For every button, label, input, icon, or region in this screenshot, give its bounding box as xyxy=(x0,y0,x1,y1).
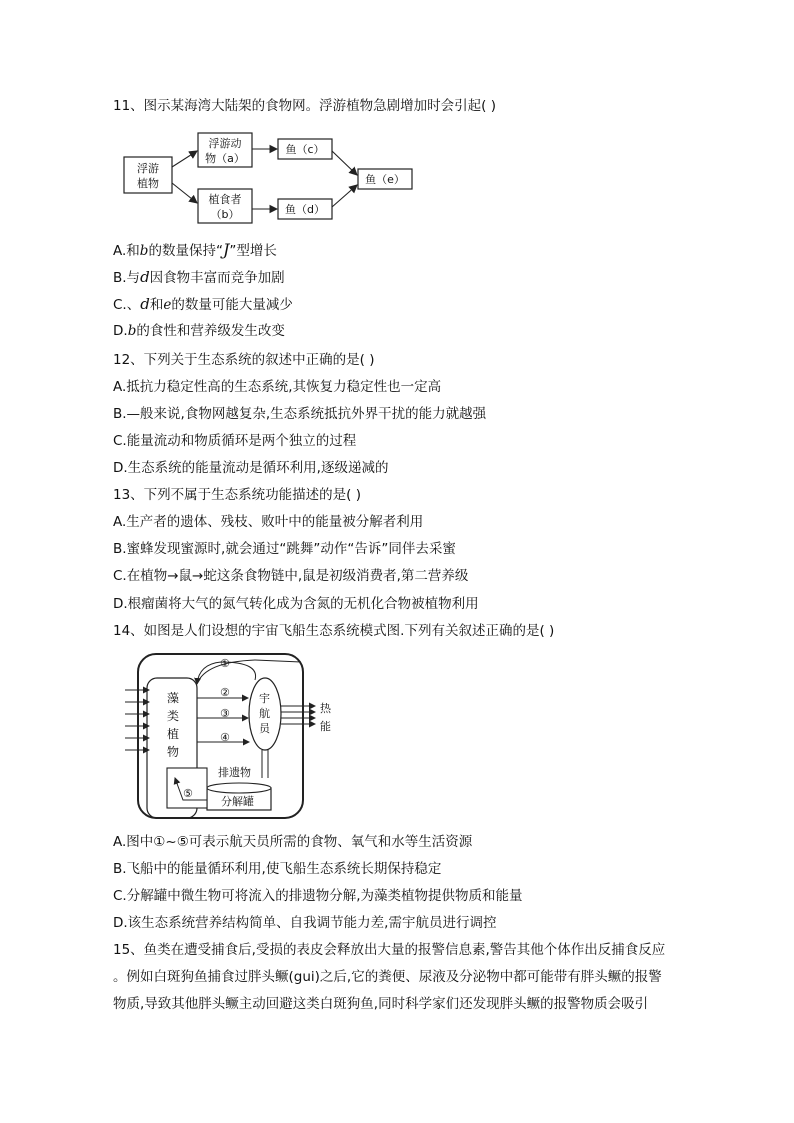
label-herbivore-2: （b） xyxy=(210,208,240,221)
q13-stem: 13、下列不属于生态系统功能描述的是( ) xyxy=(113,487,362,503)
label-astronaut-1: 宇 xyxy=(259,692,270,705)
label-algae-2: 类 xyxy=(167,709,180,723)
q11-option-a: A.和b的数量保持“J”型增长 xyxy=(113,240,277,259)
label-circle-3: ③ xyxy=(220,707,230,720)
label-plankton-animal-2: 物（a） xyxy=(205,152,245,165)
label-fish-e: 鱼（e） xyxy=(365,173,405,186)
spaceship-ecosystem-diagram xyxy=(125,650,340,822)
q14-option-c: C.分解罐中微生物可将流入的排遗物分解,为藻类植物提供物质和能量 xyxy=(113,888,523,904)
q13-option-c: C.在植物→鼠→蛇这条食物链中,鼠是初级消费者,第二营养级 xyxy=(113,568,469,584)
q12-stem: 12、下列关于生态系统的叙述中正确的是( ) xyxy=(113,352,375,368)
arrow-d-to-e xyxy=(332,185,357,207)
label-tank: 分解罐 xyxy=(221,795,254,808)
label-astronaut-3: 员 xyxy=(259,722,270,735)
arrow-c-to-e xyxy=(332,151,357,175)
label-circle-4: ④ xyxy=(220,731,230,744)
label-astronaut-2: 航 xyxy=(259,707,270,720)
food-web-diagram xyxy=(118,127,418,227)
arrow-plant-to-b xyxy=(172,183,197,203)
label-heat-2: 能 xyxy=(320,720,331,733)
q12-option-a: A.抵抗力稳定性高的生态系统,其恢复力稳定性也一定高 xyxy=(113,379,442,395)
q11-option-d: D.b的食性和营养级发生改变 xyxy=(113,323,285,339)
label-fish-c: 鱼（c） xyxy=(285,143,325,156)
q12-option-b: B.—般来说,食物网越复杂,生态系统抵抗外界干扰的能力就越强 xyxy=(113,406,487,422)
label-circle-2: ② xyxy=(220,686,230,699)
label-circle-5: ⑤ xyxy=(183,787,193,800)
q15-line-2: 。例如白斑狗鱼捕食过胖头鳜(gui)之后,它的粪便、尿液及分泌物中都可能带有胖头鳜的报警 xyxy=(113,969,662,985)
q15-line-3: 物质,导致其他胖头鳜主动回避这类白斑狗鱼,同时科学家们还发现胖头鳜的报警物质会吸引 xyxy=(113,996,649,1012)
q11-option-b: B.与d因食物丰富而竞争加剧 xyxy=(113,268,285,286)
label-algae-3: 植 xyxy=(167,727,180,741)
label-herbivore-1: 植食者 xyxy=(208,193,242,206)
q11-option-c: C.、d和e的数量可能大量减少 xyxy=(113,295,293,313)
q13-option-a: A.生产者的遗体、残枝、败叶中的能量被分解者利用 xyxy=(113,514,424,530)
q11-stem: 11、图示某海湾大陆架的食物网。浮游植物急剧增加时会引起( ) xyxy=(113,98,497,114)
label-algae-4: 物 xyxy=(167,745,180,759)
q14-option-d: D.该生态系统营养结构简单、自我调节能力差,需宇航员进行调控 xyxy=(113,915,497,931)
label-fish-d: 鱼（d） xyxy=(285,203,325,216)
label-circle-1: ① xyxy=(220,657,230,670)
label-plankton-plant-2: 植物 xyxy=(137,177,159,190)
q12-option-c: C.能量流动和物质循环是两个独立的过程 xyxy=(113,433,357,449)
q14-stem: 14、如图是人们设想的宇宙飞船生态系统模式图.下列有关叙述正确的是( ) xyxy=(113,623,555,639)
q13-option-b: B.蜜蜂发现蜜源时,就会通过“跳舞”动作“告诉”同伴去采蜜 xyxy=(113,541,456,557)
q14-option-b: B.飞船中的能量循环利用,使飞船生态系统长期保持稳定 xyxy=(113,861,442,877)
q14-option-a: A.图中①~⑤可表示航天员所需的食物、氧气和水等生活资源 xyxy=(113,834,473,850)
label-algae-1: 藻 xyxy=(167,691,180,705)
label-plankton-plant-1: 浮游 xyxy=(137,162,159,175)
label-plankton-animal-1: 浮游动 xyxy=(208,137,242,150)
label-waste: 排遗物 xyxy=(218,766,251,779)
label-heat-1: 热 xyxy=(320,702,331,715)
q15-line-1: 15、鱼类在遭受捕食后,受损的表皮会释放出大量的报警信息素,警告其他个体作出反捕食反应 xyxy=(113,942,666,958)
arrow-plant-to-a xyxy=(172,151,197,167)
q13-option-d: D.根瘤菌将大气的氮气转化成为含氮的无机化合物被植物利用 xyxy=(113,596,479,612)
q12-option-d: D.生态系统的能量流动是循环利用,逐级递减的 xyxy=(113,460,389,476)
